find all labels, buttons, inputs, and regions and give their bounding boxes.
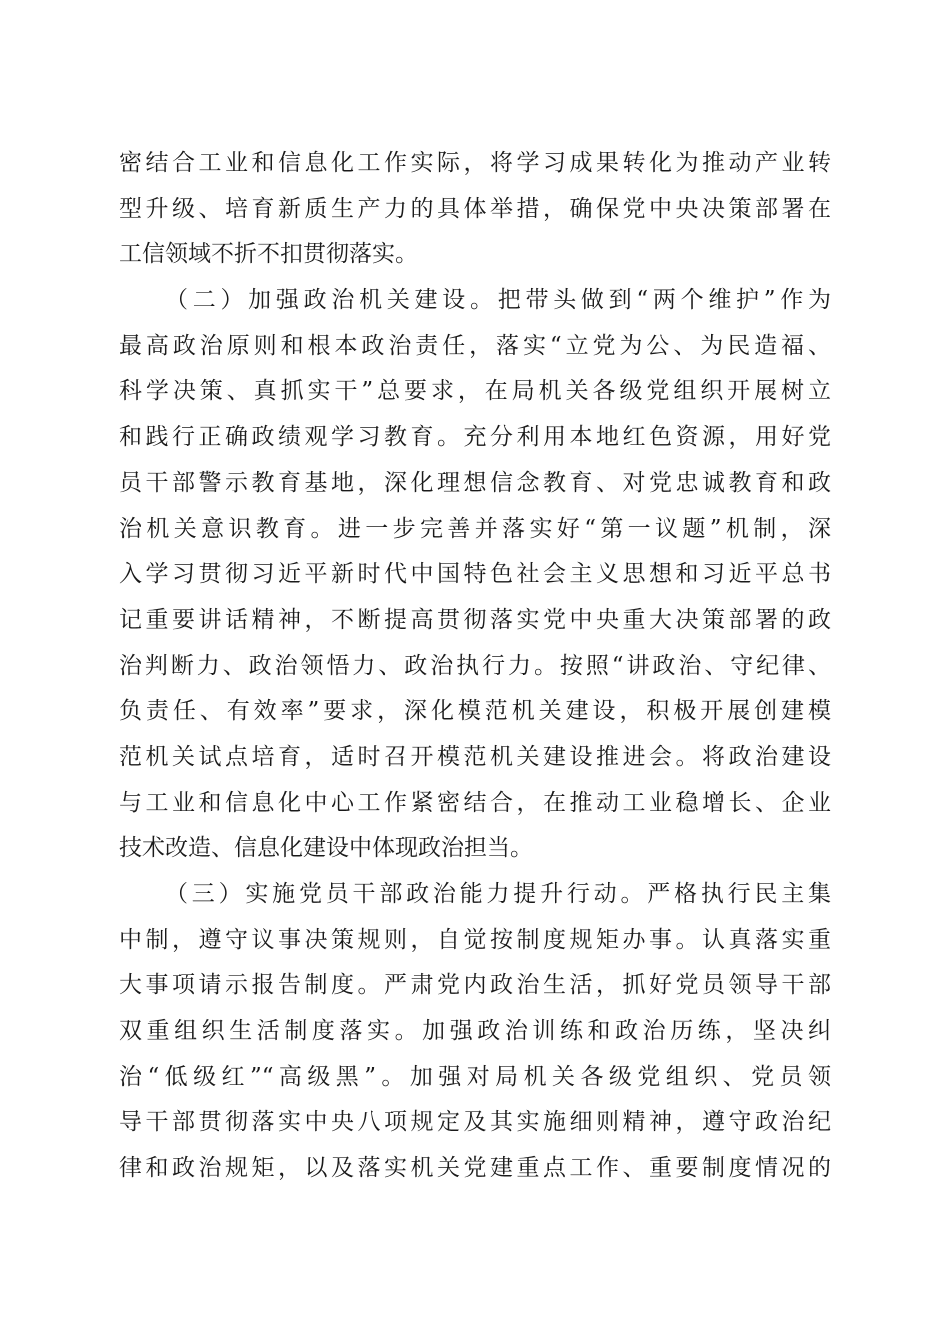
paragraph-3-line-7: 律和政治规矩，以及落实机关党建重点工作、重要制度情况的 [119,1155,831,1182]
paragraph-2-line-10: 负责任、有效率”要求，深化模范机关建设，积极开展创建模 [119,698,831,725]
paragraph-3-line-3: 大事项请示报告制度。严肃党内政治生活，抓好党员领导干部 [119,972,831,999]
paragraph-2-line-7: 入学习贯彻习近平新时代中国特色社会主义思想和习近平总书 [119,561,831,588]
paragraph-1-line-2: 型升级、培育新质生产力的具体举措，确保党中央决策部署在 [119,195,831,222]
paragraph-2-line-5: 员干部警示教育基地，深化理想信念教育、对党忠诚教育和政 [119,469,831,496]
paragraph-2-line-6: 治机关意识教育。进一步完善并落实好“第一议题”机制，深 [119,515,831,542]
paragraph-2-line-2: 最高政治原则和根本政治责任，落实“立党为公、为民造福、 [119,332,831,359]
paragraph-2-line-13: 技术改造、信息化建设中体现政治担当。 [119,835,533,862]
document-body [119,141,831,1192]
paragraph-2-line-12: 与工业和信息化中心工作紧密结合，在推动工业稳增长、企业 [119,789,831,816]
paragraph-3-line-2: 中制，遵守议事决策规则，自觉按制度规矩办事。认真落实重 [119,926,831,953]
paragraph-3-line-5: 治“低级红”“高级黑”。加强对局机关各级党组织、党员领 [119,1063,831,1090]
paragraph-3-line-1: （三）实施党员干部政治能力提升行动。严格执行民主集 [165,881,831,907]
paragraph-2-line-8: 记重要讲话精神，不断提高贯彻落实党中央重大决策部署的政 [119,606,831,633]
paragraph-3-line-4: 双重组织生活制度落实。加强政治训练和政治历练，坚决纠 [119,1018,831,1045]
paragraph-2-line-4: 和践行正确政绩观学习教育。充分利用本地红色资源，用好党 [119,424,831,451]
paragraph-2-line-3: 科学决策、真抓实干”总要求，在局机关各级党组织开展树立 [119,378,831,405]
paragraph-2-line-1: （二）加强政治机关建设。把带头做到“两个维护”作为 [165,287,831,314]
paragraph-3-line-6: 导干部贯彻落实中央八项规定及其实施细则精神，遵守政治纪 [119,1109,831,1136]
paragraph-1-line-1: 密结合工业和信息化工作实际，将学习成果转化为推动产业转 [119,150,831,176]
paragraph-1-line-3: 工信领域不折不扣贯彻落实。 [119,241,418,268]
paragraph-2-line-9: 治判断力、政治领悟力、政治执行力。按照“讲政治、守纪律、 [119,652,831,679]
paragraph-2-line-11: 范机关试点培育，适时召开模范机关建设推进会。将政治建设 [119,743,831,770]
